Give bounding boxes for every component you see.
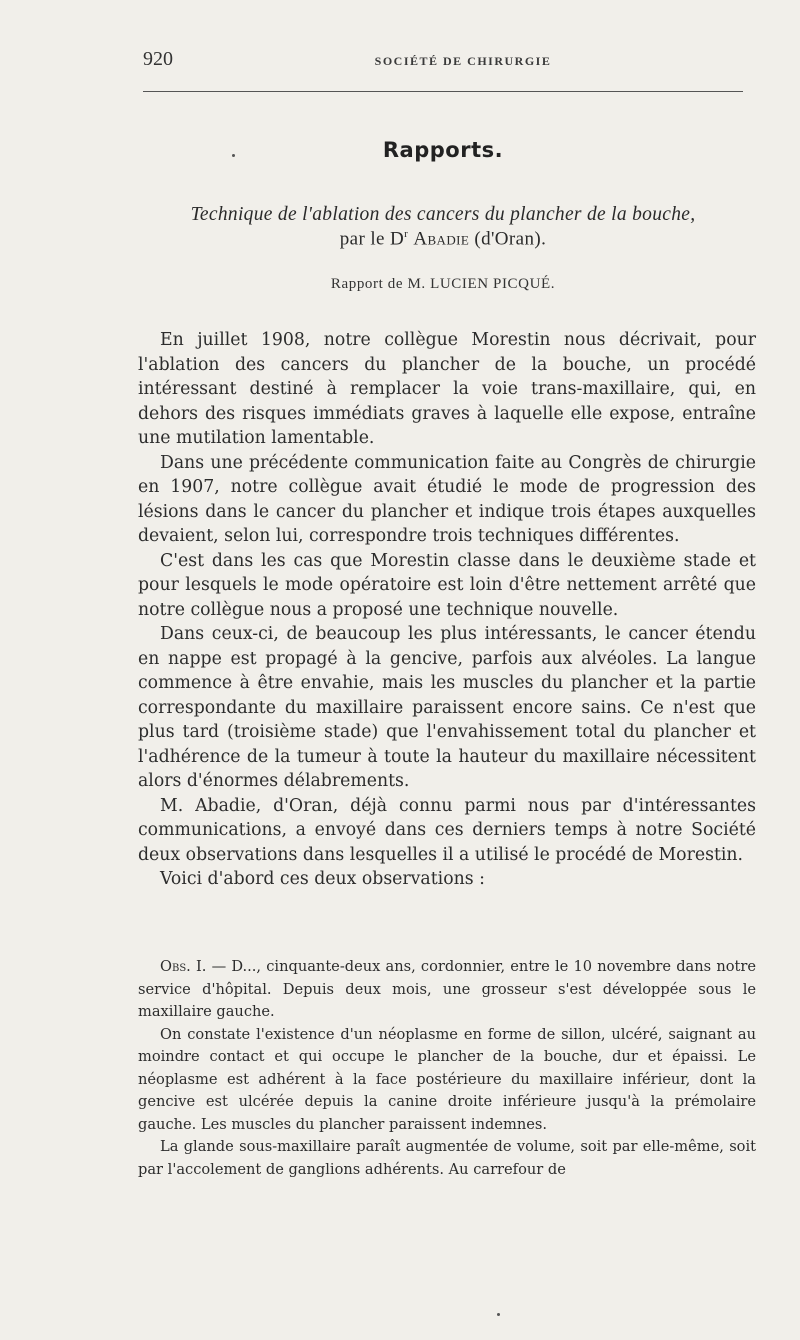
section-title: Rapports. xyxy=(382,138,504,162)
observation-first-line: — D..., cinquante-deux ans, cordonnier, entre le 10 novembre dans notre service d'hôpital. Depuis deux mois, une grosseur s'est développée sous le maxillaire gauche. xyxy=(138,958,756,1020)
body-paragraph: C'est dans les cas que Morestin classe dans le deuxième stade et pour lesquels le mode opératoire est loin d'être nettement arrêté que notre collègue nous a proposé une technique nouvelle. xyxy=(138,550,756,620)
body-paragraph: Voici d'abord ces deux observations : xyxy=(160,869,485,889)
report-title: Technique de l'ablation des cancers du plancher de la bouche, xyxy=(190,204,696,225)
observation-block xyxy=(138,956,756,1181)
byline-superscript: r xyxy=(404,228,409,240)
page-number: 920 xyxy=(143,48,173,70)
observation-paragraph: La glande sous-maxillaire paraît augmentée de volume, soit par elle-même, soit par l'accolement de ganglions adhérents. Au carrefour de xyxy=(138,1138,756,1178)
report-body xyxy=(138,328,756,892)
header-rule xyxy=(143,91,743,92)
print-speck xyxy=(497,1313,500,1316)
observation-paragraph xyxy=(138,956,756,1024)
report-byline xyxy=(143,228,743,250)
body-paragraph: En juillet 1908, notre collègue Morestin nous décrivait, pour l'ablation des cancers du plancher de la bouche, un procédé intéressant destiné à remplacer la voie trans-maxillaire, qui, en dehors des risques immédiats graves à laquelle elle expose, entraîne une mutilation lamentable. xyxy=(138,330,756,448)
print-speck xyxy=(232,154,235,157)
rapporteur-line: Rapport de M. LUCIEN PICQUÉ. xyxy=(330,276,556,292)
observation-paragraph: On constate l'existence d'un néoplasme en forme de sillon, ulcéré, saignant au moindre contact et qui occupe le plancher de la bouche, dur et épaissi. Le néoplasme est adhérent à la face postérieure du maxillaire inférieur, dont la gencive est ulcérée depuis la canine droite inférieure jusqu'à la prémolaire gauche. Les muscles du plancher paraissent indemnes. xyxy=(138,1025,756,1133)
byline-author: Abadie xyxy=(413,228,470,250)
observation-label: Obs. I. xyxy=(160,958,207,975)
running-head: SOCIÉTÉ DE CHIRURGIE xyxy=(374,54,552,68)
page-header xyxy=(143,48,743,80)
byline-prefix: par le D xyxy=(339,228,405,250)
body-paragraph: Dans ceux-ci, de beaucoup les plus intéressants, le cancer étendu en nappe est propagé à la gencive, parfois aux alvéoles. La langue commence à être envahie, mais les muscles du plancher et la partie correspondante du maxillaire paraissent encore sains. Ce n'est que plus tard (troisième stade) que l'envahissement total du plancher et l'adhérence de la tumeur à toute la hauteur du maxillaire nécessitent alors d'énormes délabrements. xyxy=(138,624,756,791)
byline-suffix: (d'Oran). xyxy=(474,228,547,250)
body-paragraph: Dans une précédente communication faite au Congrès de chirurgie en 1907, notre collègue avait étudié le mode de progression des lésions dans le cancer du plancher et indique trois étapes auxquelles devaient, selon lui, correspondre trois techniques différentes. xyxy=(138,452,756,546)
body-paragraph: M. Abadie, d'Oran, déjà connu parmi nous par d'intéressantes communications, a envoyé dans ces derniers temps à notre Société deux observations dans lesquelles il a utilisé le procédé de Morestin. xyxy=(138,795,756,865)
